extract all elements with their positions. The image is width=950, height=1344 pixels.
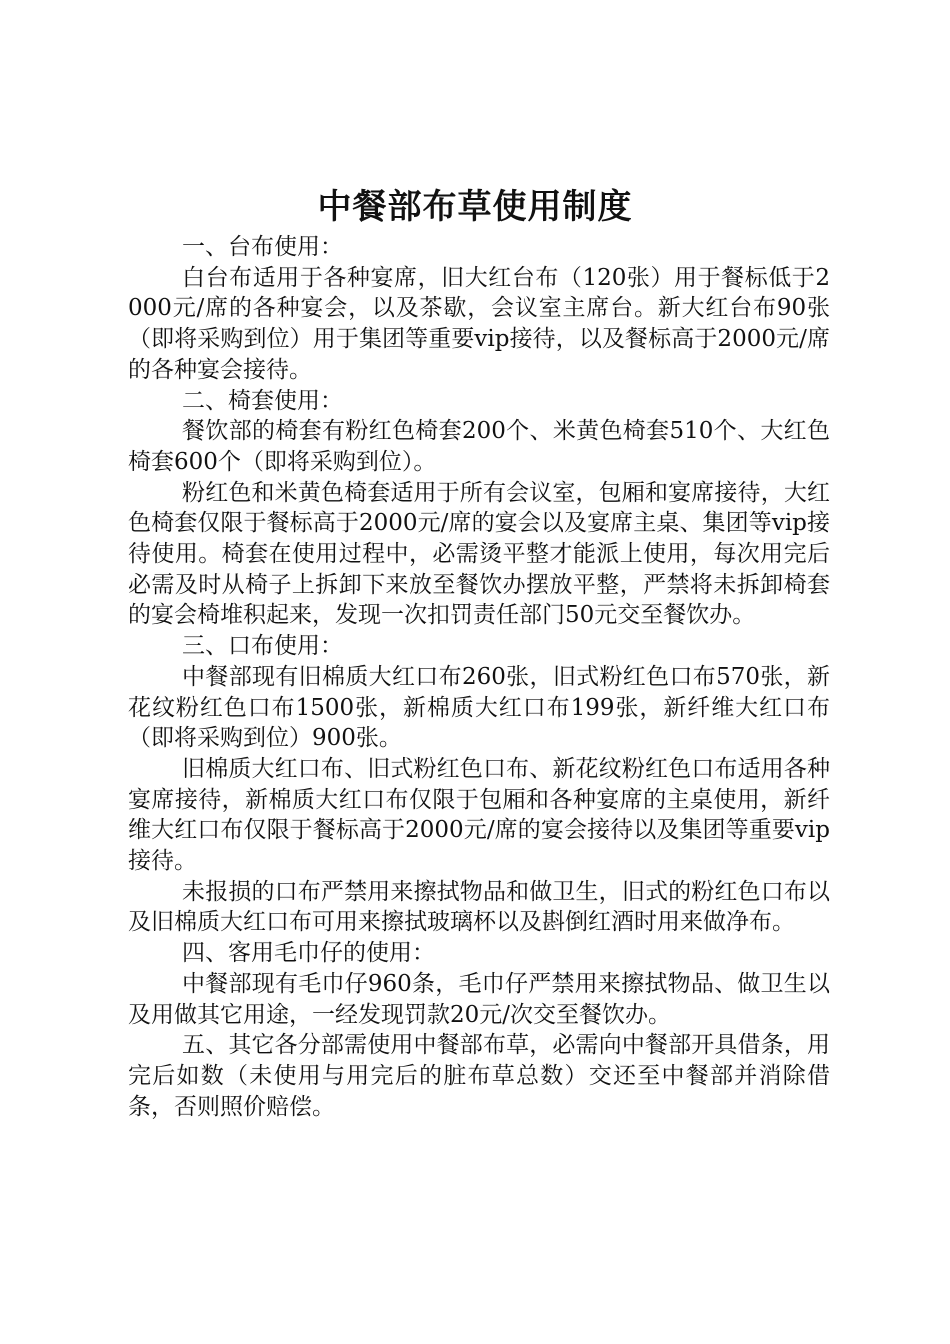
- paragraph: 旧棉质大红口布、旧式粉红色口布、新花纹粉红色口布适用各种宴席接待，新棉质大红口布仅限于包厢和各种宴席的主桌使用，新纤维大红口布仅限于餐标高于2000元/席的宴会接待以及集团等重要vip接待。: [128, 755, 830, 875]
- section-heading: 二、椅套使用：: [182, 387, 344, 414]
- paragraph: 餐饮部的椅套有粉红色椅套200个、米黄色椅套510个、大红色椅套600个（即将采购到位）。: [128, 418, 830, 475]
- paragraph: 五、其它各分部需使用中餐部布草，必需向中餐部开具借条，用完后如数（未使用与用完后的脏布草总数）交还至中餐部并消除借条，否则照价赔偿。: [128, 1032, 830, 1120]
- paragraph: 粉红色和米黄色椅套适用于所有会议室，包厢和宴席接待，大红色椅套仅限于餐标高于2000元/席的宴会以及宴席主桌、集团等vip接待使用。椅套在使用过程中，必需烫平整才能派上使用，每次用完后必需及时从椅子上拆卸下来放至餐饮办摆放平整，严禁将未拆卸椅套的宴会椅堆积起来，发现一次扣罚责任部门50元交至餐饮办。: [128, 479, 830, 629]
- paragraph: 白台布适用于各种宴席，旧大红台布（120张）用于餐标低于2000元/席的各种宴会，以及茶歇，会议室主席台。新大红台布90张（即将采购到位）用于集团等重要vip接待，以及餐标高于2000元/席的各种宴会接待。: [128, 264, 830, 383]
- document-body: [128, 232, 830, 1122]
- document-title: 中餐部布草使用制度: [317, 187, 633, 227]
- paragraph: 未报损的口布严禁用来擦拭物品和做卫生，旧式的粉红色口布以及旧棉质大红口布可用来擦拭玻璃杯以及斟倒红酒时用来做净布。: [128, 878, 830, 936]
- paragraph: 中餐部现有毛巾仔960条，毛巾仔严禁用来擦拭物品、做卫生以及用做其它用途，一经发现罚款20元/次交至餐饮办。: [128, 970, 830, 1028]
- section-heading: 一、台布使用：: [182, 234, 344, 260]
- section-heading: 四、客用毛巾仔的使用：: [182, 940, 436, 967]
- paragraph: 中餐部现有旧棉质大红口布260张，旧式粉红色口布570张，新花纹粉红色口布1500张，新棉质大红口布199张，新纤维大红口布（即将采购到位）900张。: [128, 663, 830, 752]
- section-heading: 三、口布使用：: [182, 633, 344, 660]
